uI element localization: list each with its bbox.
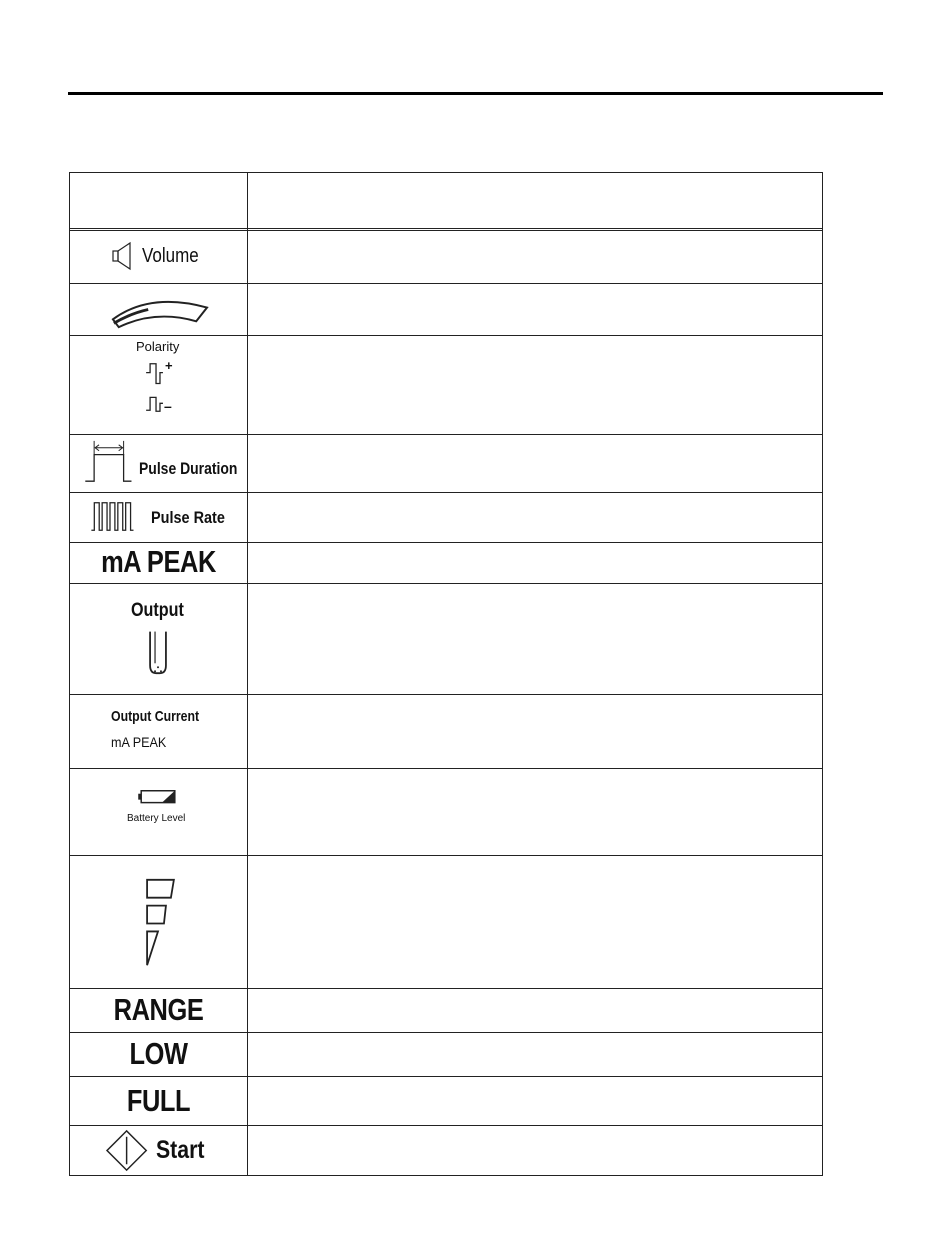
table-row-level-bars: [70, 855, 822, 988]
ma-peak-description: [248, 543, 822, 583]
output-current-description: [248, 695, 822, 768]
table-row-full: [70, 1076, 822, 1125]
level-bars-icon: [70, 856, 247, 988]
table-row-polarity: [70, 335, 822, 434]
output-current-unit: mA PEAK: [111, 734, 167, 750]
start-label: Start: [156, 1136, 205, 1164]
level-bars-description: [248, 856, 822, 988]
polarity-minus: –: [164, 398, 172, 414]
pulse-duration-label: Pulse Duration: [139, 459, 238, 478]
range-label: RANGE: [113, 992, 204, 1027]
table-row-ma-peak: [70, 542, 822, 583]
full-description: [248, 1077, 822, 1125]
output-description: [248, 584, 822, 694]
polarity-label: Polarity: [136, 339, 180, 354]
table-row-low: [70, 1032, 822, 1076]
pulse-rate-description: [248, 493, 822, 542]
arc-scale-description: [248, 284, 822, 335]
volume-description: [248, 231, 822, 283]
pulse-rate-label: Pulse Rate: [151, 508, 225, 527]
ma-peak-label: mA PEAK: [101, 544, 216, 579]
header-description-cell: [248, 173, 822, 228]
battery-icon: [70, 769, 247, 855]
table-row-arc-scale: [70, 283, 822, 335]
range-description: [248, 989, 822, 1032]
table-row-output-current: [70, 694, 822, 768]
table-row-battery-level: [70, 768, 822, 855]
low-label: LOW: [129, 1036, 188, 1071]
polarity-description: [248, 336, 822, 434]
volume-label: Volume: [142, 245, 199, 267]
output-current-label: Output Current: [111, 708, 200, 725]
battery-level-label: Battery Level: [127, 813, 186, 824]
output-label: Output: [131, 600, 184, 621]
start-description: [248, 1126, 822, 1177]
output-electrode-icon: [70, 584, 247, 694]
low-description: [248, 1033, 822, 1076]
arc-scale-icon: [70, 284, 247, 335]
table-row-pulse-duration: [70, 434, 822, 492]
table-row-pulse-rate: [70, 492, 822, 542]
table-row-start: [70, 1125, 822, 1177]
header-rule: [68, 92, 883, 95]
full-label: FULL: [126, 1083, 191, 1118]
table-row-volume: [70, 228, 822, 283]
table-row-output: [70, 583, 822, 694]
header-symbol-cell: [70, 173, 247, 228]
symbol-table: [69, 172, 823, 1176]
table-header-row: [70, 173, 822, 228]
battery-level-description: [248, 769, 822, 855]
table-row-range: [70, 988, 822, 1032]
polarity-plus: +: [165, 358, 173, 373]
pulse-duration-description: [248, 435, 822, 492]
polarity-pulse-icons: [70, 336, 247, 434]
